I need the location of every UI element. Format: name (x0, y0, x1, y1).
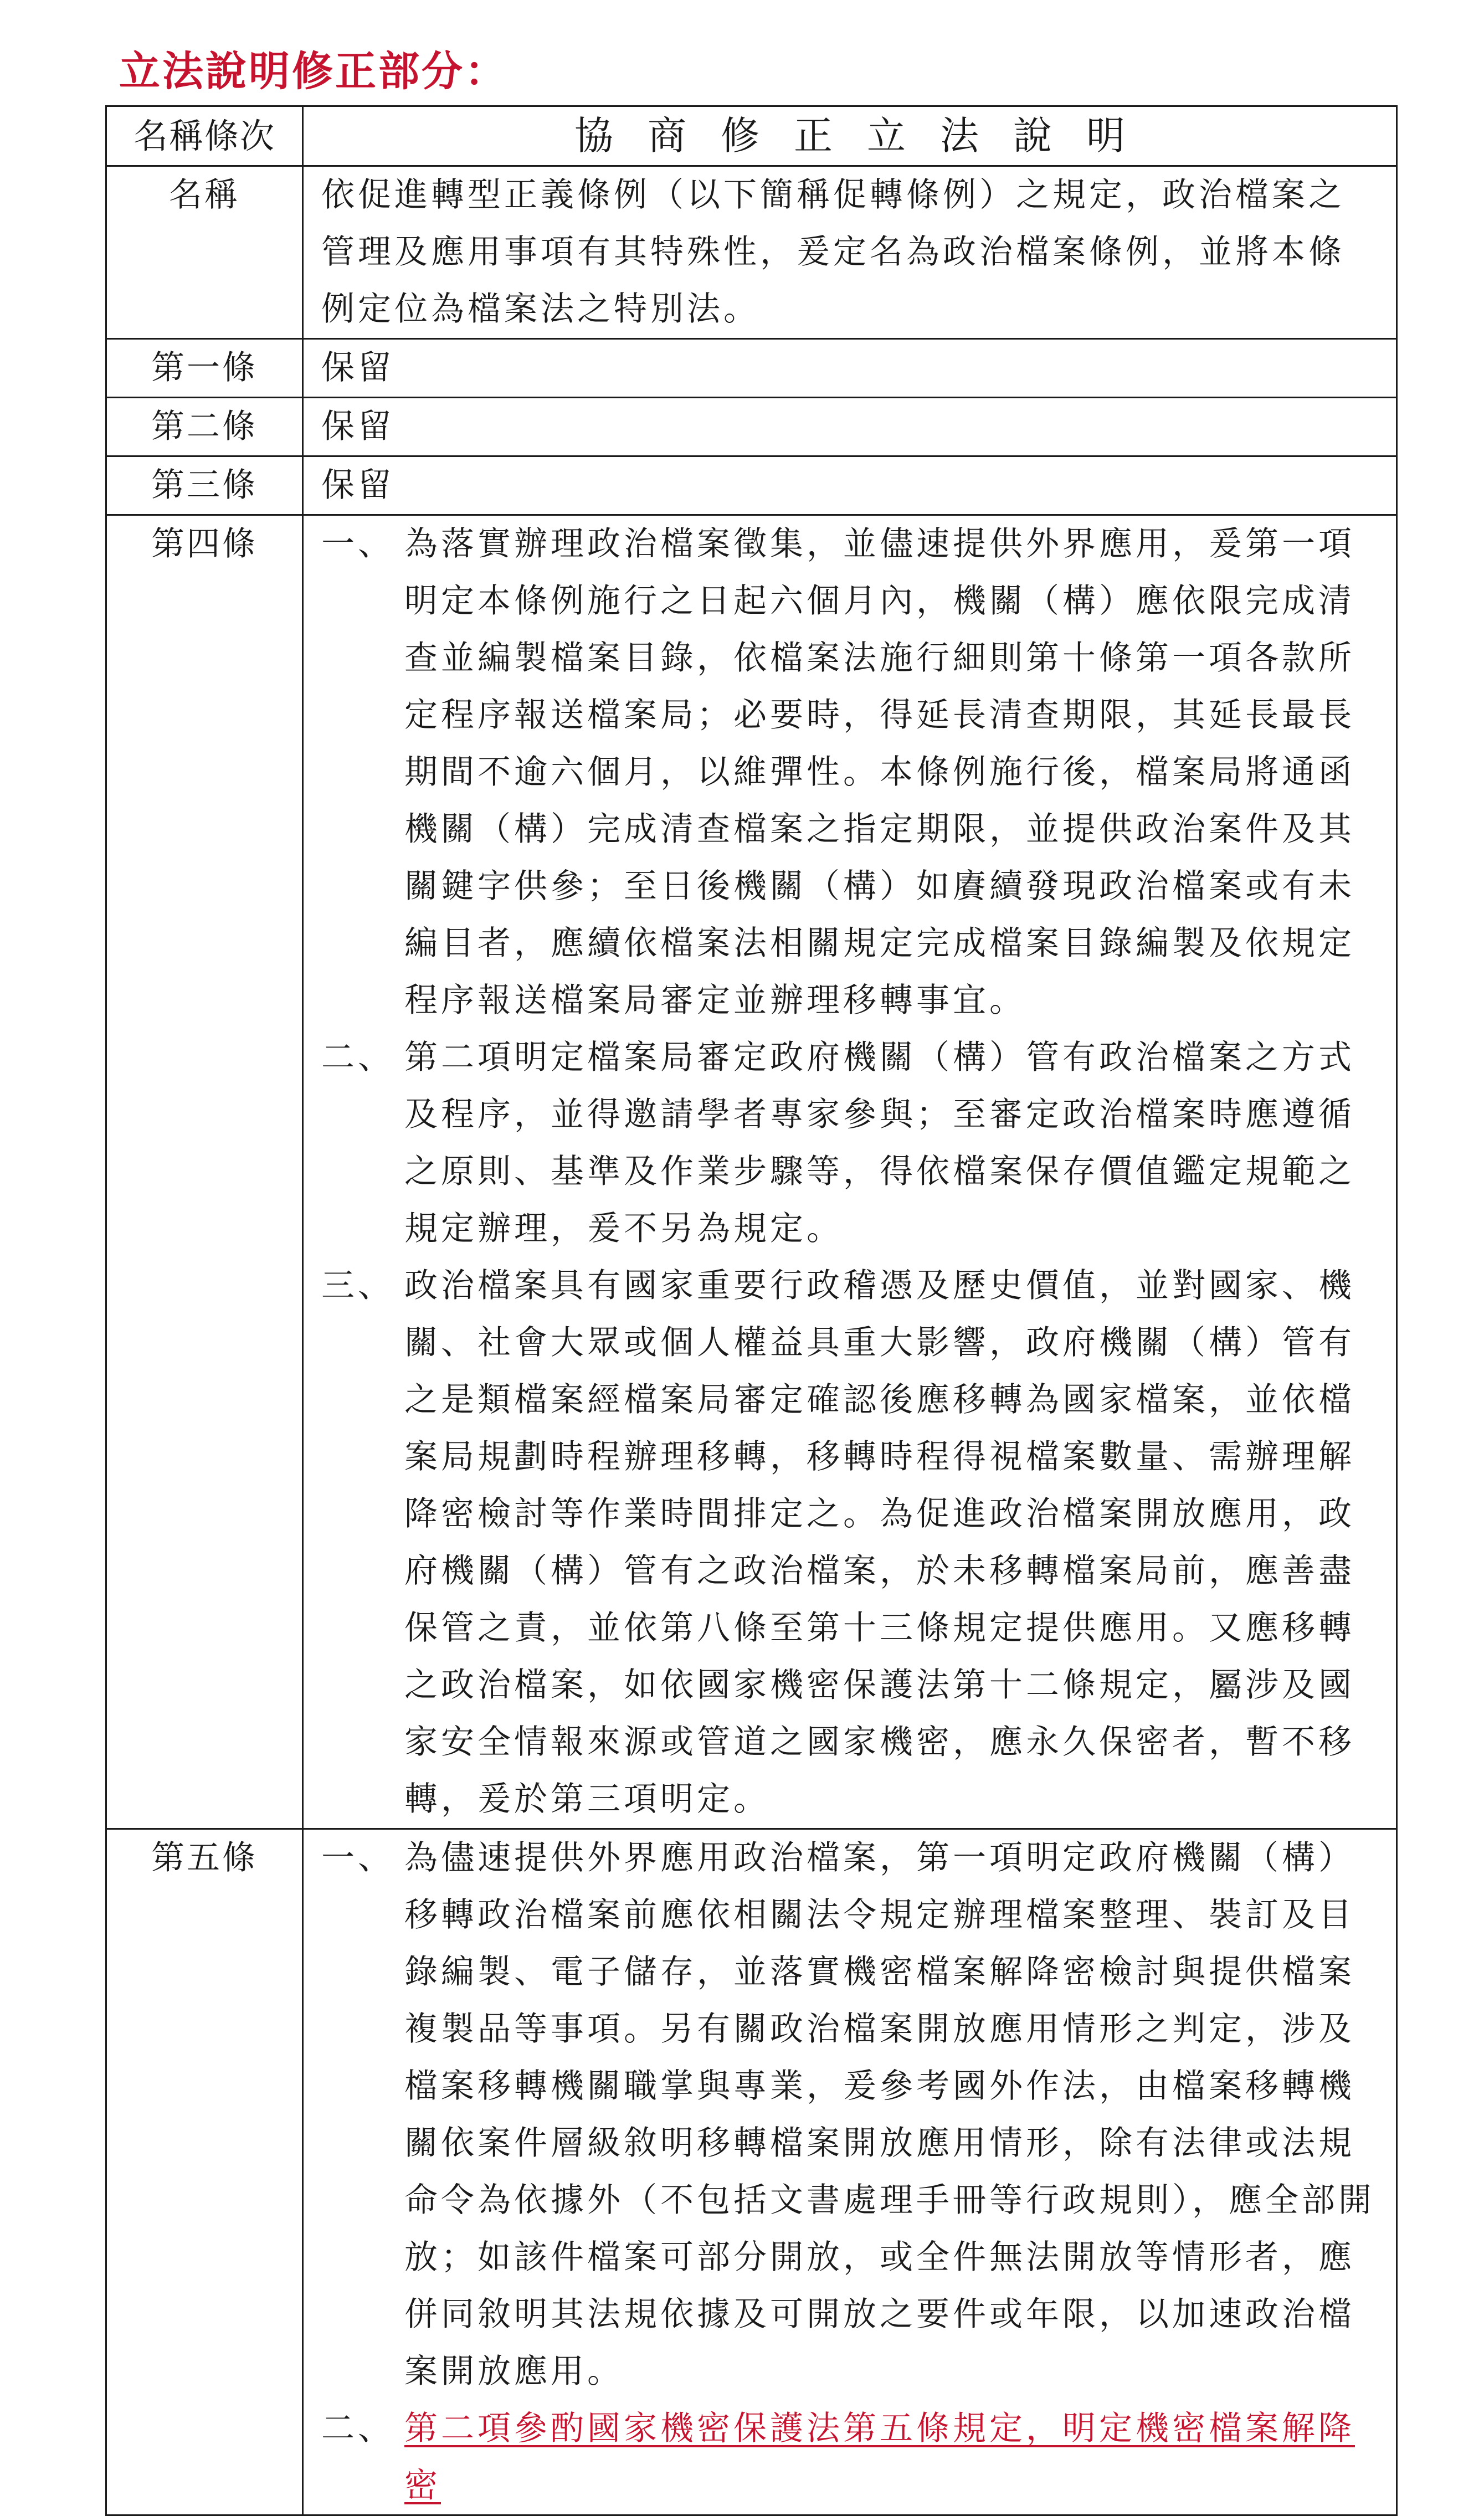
table-header-row (106, 106, 1397, 166)
paragraph-number: 一、 (321, 1839, 394, 1877)
paragraph (321, 1257, 1379, 1828)
page-title: 立法說明修正部分： (119, 48, 508, 95)
row-label: 第二條 (106, 398, 303, 456)
table-row (106, 398, 1397, 456)
row-text: 依促進轉型正義條例（以下簡稱促轉條例）之規定，政治檔案之管理及應用事項有其特殊性，爰定名為政治檔案條例，並將本條例定位為檔案法之特別法。 (303, 166, 1397, 339)
paragraph (321, 1029, 1379, 1257)
table-row (106, 1829, 1397, 2515)
row-label: 第三條 (106, 456, 303, 515)
row-text: 保留 (303, 456, 1397, 515)
paragraph-number: 二、 (321, 2409, 394, 2448)
row-label: 第四條 (106, 515, 303, 1829)
paragraph-number: 一、 (321, 525, 394, 563)
header-name-column: 名稱條次 (106, 106, 303, 166)
row-text: 保留 (303, 339, 1397, 398)
paragraph-text: 政治檔案具有國家重要行政稽憑及歷史價值，並對國家、機關、社會大眾或個人權益具重大影響，政府機關（構）管有之是類檔案經檔案局審定確認後應移轉為國家檔案，並依檔案局規劃時程辦理移轉，移轉時程得視檔案數量、需辦理解降密檢討等作業時間排定之。為促進政治檔案開放應用，政府機關（構）管有之政治檔案，於未移轉檔案局前，應善盡保管之責，並依第八條至第十三條規定提供應用。又應移轉之政治檔案，如依國家機密保護法第十二條規定，屬涉及國家安全情報來源或管道之國家機密，應永久保密者，暫不移轉，爰於第三項明定。 (404, 1266, 1355, 1819)
table-row (106, 456, 1397, 515)
amended-paragraph-text: 第二項參酌國家機密保護法第五條規定，明定機密檔案解降密 (404, 2409, 1355, 2505)
paragraph-number: 三、 (321, 1266, 394, 1305)
row-label: 名稱 (106, 166, 303, 339)
paragraph (321, 2400, 1379, 2514)
row-label: 第五條 (106, 1829, 303, 2515)
row-text (303, 1829, 1397, 2515)
paragraph (321, 516, 1379, 1029)
paragraph-number: 二、 (321, 1038, 394, 1077)
table-row (106, 166, 1397, 339)
table-row (106, 339, 1397, 398)
row-label: 第一條 (106, 339, 303, 398)
paragraph-text: 為儘速提供外界應用政治檔案，第一項明定政府機關（構）移轉政治檔案前應依相關法令規定辦理檔案整理、裝訂及目錄編製、電子儲存，並落實機密檔案解降密檢討與提供檔案複製品等事項。另有關政治檔案開放應用情形之判定，涉及檔案移轉機關職掌與專業，爰參考國外作法，由檔案移轉機關依案件層級敘明移轉檔案開放應用情形，除有法律或法規命令為依據外（不包括文書處理手冊等行政規則），應全部開放；如該件檔案可部分開放，或全件無法開放等情形者，應併同敘明其法規依據及可開放之要件或年限，以加速政治檔案開放應用。 (404, 1839, 1375, 2391)
table-row (106, 515, 1397, 1829)
row-text (303, 515, 1397, 1829)
explanation-table (105, 105, 1398, 2516)
paragraph-text: 第二項明定檔案局審定政府機關（構）管有政治檔案之方式及程序，並得邀請學者專家參與；至審定政治檔案時應遵循之原則、基準及作業步驟等，得依檔案保存價值鑑定規範之規定辦理，爰不另為規定。 (404, 1038, 1355, 1248)
paragraph (321, 1830, 1379, 2400)
row-text: 保留 (303, 398, 1397, 456)
header-explanation-column: 協商修正立法說明 (303, 106, 1397, 166)
paragraph-text: 為落實辦理政治檔案徵集，並儘速提供外界應用，爰第一項明定本條例施行之日起六個月內，機關（構）應依限完成清查並編製檔案目錄，依檔案法施行細則第十條第一項各款所定程序報送檔案局；必要時，得延長清查期限，其延長最長期間不逾六個月，以維彈性。本條例施行後，檔案局將通函機關（構）完成清查檔案之指定期限，並提供政治案件及其關鍵字供參；至日後機關（構）如賡續發現政治檔案或有未編目者，應續依檔案法相關規定完成檔案目錄編製及依規定程序報送檔案局審定並辦理移轉事宜。 (404, 525, 1355, 1020)
